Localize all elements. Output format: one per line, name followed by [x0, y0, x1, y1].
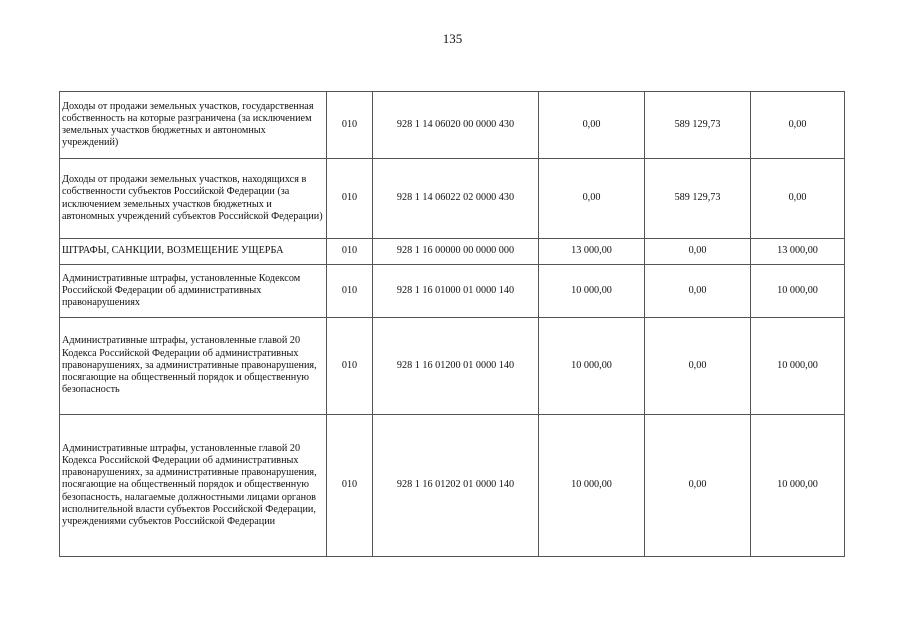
value-cell-2: 0,00: [645, 318, 751, 415]
value-cell-1: 10 000,00: [539, 265, 645, 318]
value-cell-1: 0,00: [539, 92, 645, 159]
budget-code-cell: 928 1 14 06022 02 0000 430: [373, 159, 539, 239]
budget-code-cell: 928 1 16 01000 01 0000 140: [373, 265, 539, 318]
value-cell-3: 10 000,00: [751, 415, 845, 557]
value-cell-1: 10 000,00: [539, 415, 645, 557]
row-name-cell: Административные штрафы, установленные главой 20 Кодекса Российской Федерации об административных правонарушениях, за административные правонарушения, посягающие на общественный порядок и общественную безопасность: [60, 318, 327, 415]
row-name-cell: Административные штрафы, установленные Кодексом Российской Федерации об административных правонарушениях: [60, 265, 327, 318]
value-cell-2: 589 129,73: [645, 92, 751, 159]
value-cell-3: 10 000,00: [751, 318, 845, 415]
table-row: [60, 318, 845, 415]
budget-code-cell: 928 1 16 01200 01 0000 140: [373, 318, 539, 415]
line-code-cell: 010: [327, 239, 373, 265]
value-cell-2: 0,00: [645, 415, 751, 557]
page-number: 135: [442, 31, 463, 46]
value-cell-3: 10 000,00: [751, 265, 845, 318]
row-name-cell: Доходы от продажи земельных участков, государственная собственность на которые разграничена (за исключением земельных участков бюджетных и автономных учреждений): [60, 92, 327, 159]
table-row: [60, 239, 845, 265]
table-row: [60, 159, 845, 239]
value-cell-2: 0,00: [645, 265, 751, 318]
value-cell-3: 13 000,00: [751, 239, 845, 265]
line-code-cell: 010: [327, 318, 373, 415]
value-cell-1: 13 000,00: [539, 239, 645, 265]
line-code-cell: 010: [327, 159, 373, 239]
value-cell-1: 0,00: [539, 159, 645, 239]
row-name-cell: Доходы от продажи земельных участков, находящихся в собственности субъектов Российской Федерации (за исключением земельных участков бюджетных и автономных учреждений субъектов Российской Федерации): [60, 159, 327, 239]
value-cell-1: 10 000,00: [539, 318, 645, 415]
budget-income-table: [59, 91, 845, 557]
table-row: [60, 265, 845, 318]
line-code-cell: 010: [327, 265, 373, 318]
table-row: [60, 415, 845, 557]
value-cell-2: 0,00: [645, 239, 751, 265]
row-name-cell: ШТРАФЫ, САНКЦИИ, ВОЗМЕЩЕНИЕ УЩЕРБА: [60, 239, 327, 265]
value-cell-2: 589 129,73: [645, 159, 751, 239]
budget-code-cell: 928 1 16 00000 00 0000 000: [373, 239, 539, 265]
value-cell-3: 0,00: [751, 159, 845, 239]
budget-code-cell: 928 1 14 06020 00 0000 430: [373, 92, 539, 159]
row-name-cell: Административные штрафы, установленные главой 20 Кодекса Российской Федерации об административных правонарушениях, за административные правонарушения, посягающие на общественный порядок и общественную безопасность, налагаемые должностными лицами органов исполнительной власти субъектов Российской Федерации, учреждениями субъектов Российской Федерации: [60, 415, 327, 557]
line-code-cell: 010: [327, 415, 373, 557]
table-row: [60, 92, 845, 159]
budget-code-cell: 928 1 16 01202 01 0000 140: [373, 415, 539, 557]
value-cell-3: 0,00: [751, 92, 845, 159]
line-code-cell: 010: [327, 92, 373, 159]
